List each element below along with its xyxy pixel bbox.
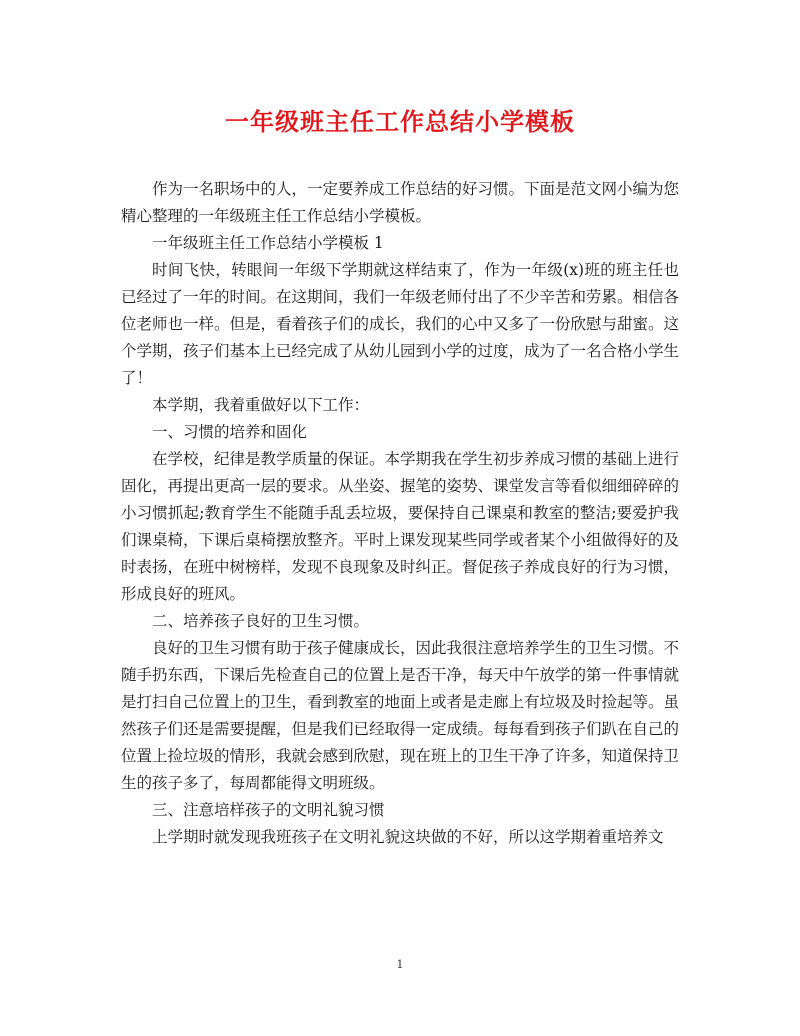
document-title: 一年级班主任工作总结小学模板	[225, 107, 575, 136]
body-paragraph: 在学校，纪律是教学质量的保证。本学期我在学生初步养成习惯的基础上进行固化，再提出更高一层的要求。从坐姿、握笔的姿势、课堂发言等看似细细碎碎的小习惯抓起;教育学生不能随手乱丢垃圾，要保持自己课桌和教室的整洁;要爱护我们课桌椅，下课后桌椅摆放整齐。平时上课发现某些同学或者某个小组做得好的及时表扬，在班中树榜样，发现不良现象及时纠正。督促孩子养成良好的行为习惯，形成良好的班风。	[121, 450, 680, 603]
page-number: 1	[396, 958, 404, 971]
section-heading-hygiene: 二、培养孩子良好的卫生习惯。	[152, 612, 370, 630]
body-paragraph: 上学期时就发现我班孩子在文明礼貌这块做的不好，所以这学期着重培养文	[152, 828, 664, 846]
section-heading-template-1: 一年级班主任工作总结小学模板 1	[152, 234, 384, 252]
section-heading-manners: 三、注意培样孩子的文明礼貌习惯	[152, 801, 385, 819]
body-paragraph: 本学期，我着重做好以下工作：	[152, 396, 370, 414]
body-paragraph: 时间飞快，转眼间一年级下学期就这样结束了，作为一年级(x)班的班主任也已经过了一年的时间。在这期间，我们一年级老师付出了不少辛苦和劳累。相信各位老师也一样。但是，看着孩子们的成长，我们的心中又多了一份欣慰与甜蜜。这个学期，孩子们基本上已经完成了从幼儿园到小学的过度，成为了一名合格小学生了！	[121, 261, 680, 387]
body-paragraph: 良好的卫生习惯有助于孩子健康成长，因此我很注意培养学生的卫生习惯。不随手扔东西，下课后先检查自己的位置上是否干净，每天中午放学的第一件事情就是打扫自己位置上的卫生，看到教室的地面上或者是走廊上有垃圾及时捡起等。虽然孩子们还是需要提醒，但是我们已经取得一定成绩。每每看到孩子们趴在自己的位置上捡垃圾的情形，我就会感到欣慰，现在班上的卫生干净了许多，知道保持卫生的孩子多了，每周都能得文明班级。	[121, 639, 680, 792]
section-heading-habits: 一、习惯的培养和固化	[152, 423, 308, 441]
intro-paragraph: 作为一名职场中的人，一定要养成工作总结的好习惯。下面是范文网小编为您精心整理的一年级班主任工作总结小学模板。	[121, 180, 680, 225]
document-body	[121, 176, 679, 851]
